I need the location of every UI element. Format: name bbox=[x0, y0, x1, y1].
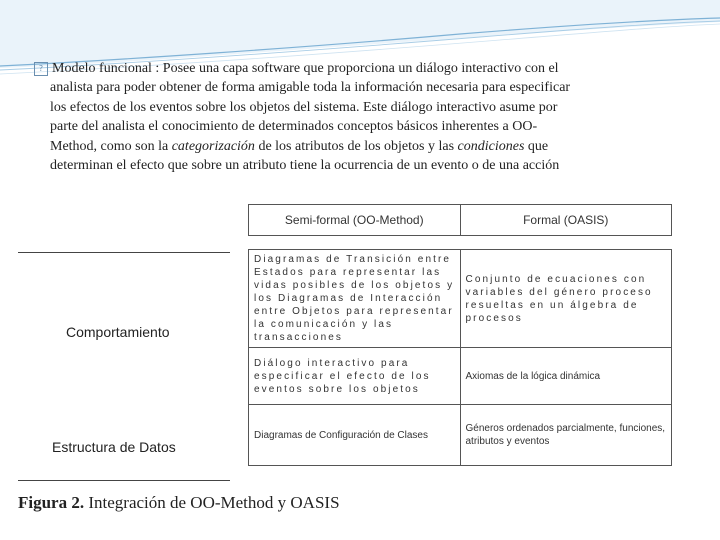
paragraph-line-6: determinan el efecto que sobre un atributo tiene la ocurrencia de un evento o de una acción bbox=[50, 158, 560, 174]
term-categorizacion: categorización bbox=[171, 138, 255, 154]
paragraph-line-5 bbox=[34, 137, 702, 156]
body-paragraph bbox=[34, 59, 702, 175]
cell-dialogo-semiformal: Diálogo interactivo para especificar el efecto de los eventos sobre los objetos bbox=[249, 348, 461, 405]
table-header-row bbox=[249, 205, 672, 236]
cell-comportamiento-formal: Conjunto de ecuaciones con variables del género proceso resueltas en un álgebra de procesos bbox=[460, 250, 672, 348]
cell-estructura-formal: Géneros ordenados parcialmente, funciones, atributos y eventos bbox=[460, 405, 672, 466]
cell-dialogo-formal: Axiomas de la lógica dinámica bbox=[460, 348, 672, 405]
paragraph-line-1 bbox=[34, 59, 702, 78]
caption-label: Figura 2. bbox=[18, 493, 85, 512]
term-modelo-funcional: Modelo funcional bbox=[52, 61, 152, 76]
paragraph-line-5-e: que bbox=[524, 138, 549, 154]
paragraph-line-5-c: de los atributos de los objetos y las bbox=[254, 138, 458, 154]
header-semi-formal: Semi-formal (OO-Method) bbox=[249, 205, 461, 236]
cell-estructura-semiformal: Diagramas de Configuración de Clases bbox=[249, 405, 461, 466]
table-row bbox=[249, 348, 672, 405]
paragraph-line-3: los efectos de los eventos sobre los objetos del sistema. Este diálogo interactivo asume por bbox=[50, 99, 558, 115]
row-label-comportamiento: Comportamiento bbox=[66, 324, 170, 340]
row-label-estructura-datos: Estructura de Datos bbox=[52, 439, 176, 455]
paragraph-line-5-a: Method, como son la bbox=[50, 138, 172, 154]
bullet-icon: ? bbox=[34, 62, 48, 76]
cell-comportamiento-semiformal: Diagramas de Transición entre Estados para representar las vidas posibles de los objetos y los Diagramas de Interacción entre Objetos para representar la comunicación y las transacciones bbox=[249, 250, 461, 348]
term-condiciones: condiciones bbox=[457, 138, 525, 154]
figure-caption bbox=[18, 493, 340, 513]
row-divider bbox=[18, 480, 230, 481]
row-divider bbox=[18, 252, 230, 253]
comparison-table bbox=[248, 204, 672, 466]
caption-text: Integración de OO-Method y OASIS bbox=[84, 493, 340, 512]
header-formal: Formal (OASIS) bbox=[460, 205, 672, 236]
paragraph-line-4: parte del analista el conocimiento de determinados conceptos básicos inherentes a OO- bbox=[50, 119, 538, 135]
paragraph-line-2: analista para poder obtener de forma amigable toda la información necesaria para especificar bbox=[50, 80, 571, 96]
paragraph-line-1-text: : Posee una capa software que proporciona un diálogo interactivo con el bbox=[151, 61, 559, 76]
table-row bbox=[249, 405, 672, 466]
figure-oo-method-oasis bbox=[18, 196, 678, 486]
table-row bbox=[249, 250, 672, 348]
